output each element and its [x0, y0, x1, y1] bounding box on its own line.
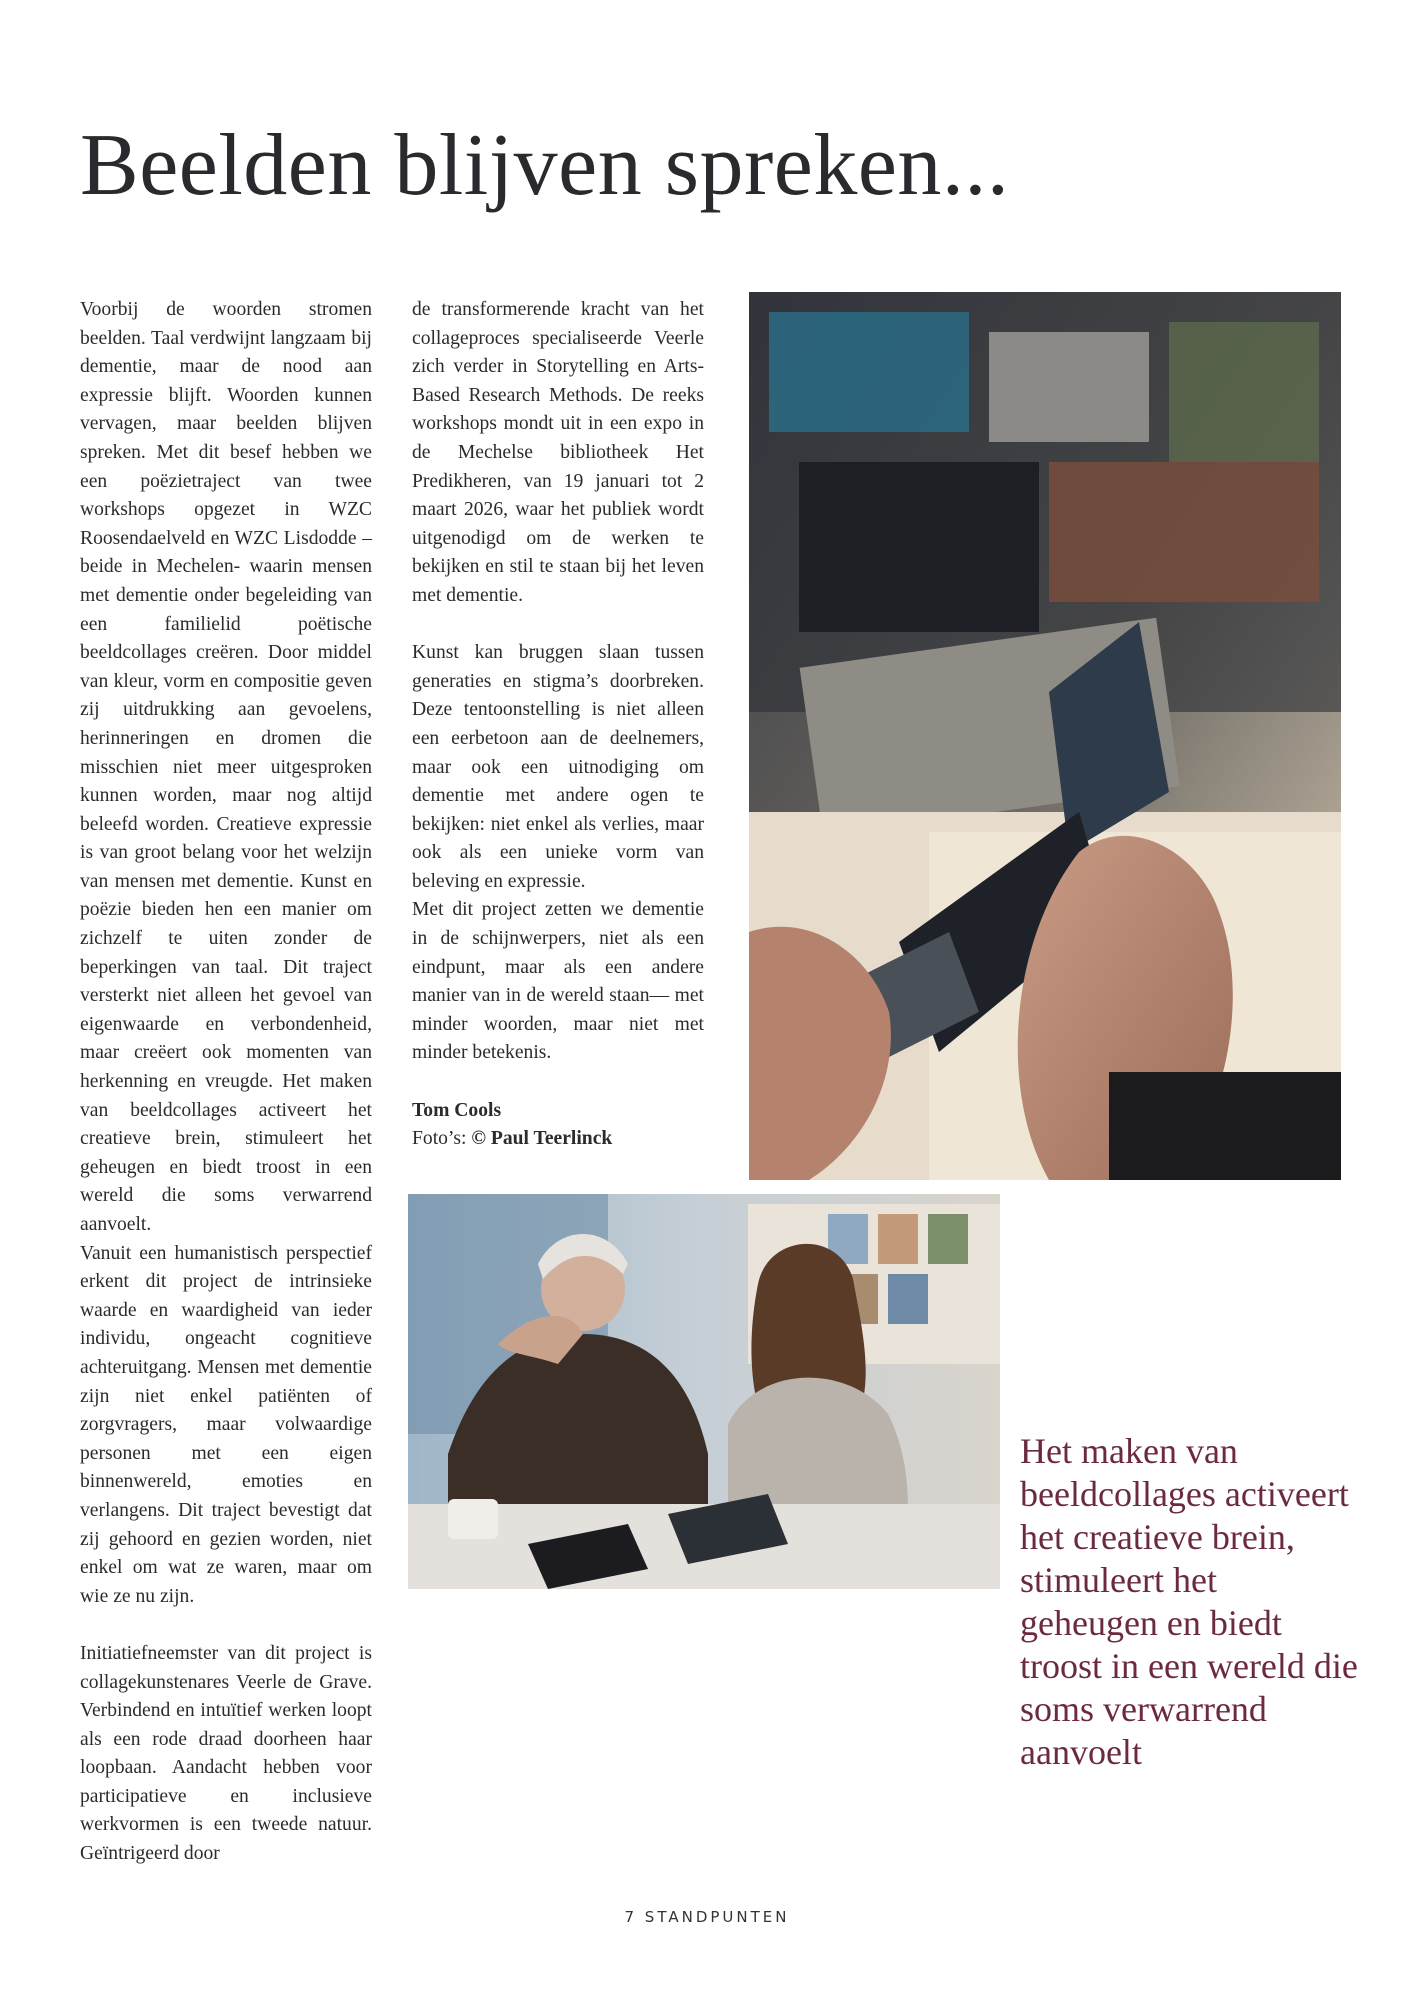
photo-hands-cutting-collage: [749, 292, 1341, 1180]
article-column-middle: [412, 296, 704, 1154]
credits: [412, 1097, 704, 1154]
pull-quote: Het maken van beeldcollages activeert het creatieve brein, stimuleert het geheugen en biedt troost in een wereld die soms verwarrend aanvoelt: [1020, 1431, 1358, 1772]
article-paragraph: Kunst kan bruggen slaan tussen generaties en stigma’s doorbreken. Deze tentoonstelling is niet alleen een eerbetoon aan de deelnemers, maar ook een uitnodiging om dementie met andere ogen te bekijken: niet enkel als verlies, maar ook als een unieke vorm van beleving en expressie.: [412, 642, 704, 892]
photographer-name: © Paul Teerlinck: [471, 1128, 613, 1150]
article-paragraph: Met dit project zetten we dementie in de schijnwerpers, niet als een eindpunt, maar als een andere manier van in de wereld staan— met minder woorden, maar niet met minder betekenis.: [412, 899, 704, 1064]
author-name: Tom Cools: [412, 1099, 502, 1121]
photo-man-and-woman-making-collage: [408, 1194, 1000, 1589]
page-title: Beelden blijven spreken...: [80, 117, 1010, 214]
article-column-left: [80, 296, 372, 1869]
article-paragraph: Voorbij de woorden stromen beelden. Taal verdwijnt langzaam bij dementie, maar de nood aan expressie blijft. Woorden kunnen vervagen, maar beelden blijven spreken. Met dit besef hebben we een poëzietraject van twee workshops opgezet in WZC Roosendaelveld en WZC Lisdodde – beide in Mechelen- waarin mensen met dementie onder begeleiding van een familielid poëtische beeldcollages creëren. Door middel van kleur, vorm en compositie geven zij uitdrukking aan gevoelens, herinneringen en dromen die misschien niet meer uitgesproken kunnen worden, maar nog altijd beleefd worden. Creatieve expressie is van groot belang voor het welzijn van mensen met dementie. Kunst en poëzie bieden hen een manier om zichzelf te uiten zonder de beperkingen van taal. Dit traject versterkt niet alleen het gevoel van eigenwaarde en verbondenheid, maar creëert ook momenten van herkenning en vreugde. Het maken van beeldcollages activeert het creatieve brein, stimuleert het geheugen en biedt troost in een wereld die soms verwarrend aanvoelt.: [80, 299, 372, 1235]
page-footer: 7 STANDPUNTEN: [624, 1908, 790, 1926]
article-paragraph: de transformerende kracht van het collageproces specialiseerde Veerle zich verder in Storytelling en Arts- Based Research Methods. De reeks workshops mondt uit in een expo in de Mechelse bibliotheek Het Predikheren, van 19 januari tot 2 maart 2026, waar het publiek wordt uitgenodigd om de werken te bekijken en stil te staan bij het leven met dementie.: [412, 299, 704, 606]
article-paragraph: Initiatiefneemster van dit project is collagekunstenares Veerle de Grave. Verbindend en intuïtief werken loopt als een rode draad doorheen haar loopbaan. Aandacht hebben voor participatieve en inclusieve werkvormen is een tweede natuur. Geïntrigeerd door: [80, 1642, 372, 1865]
photo-credit-label: Foto’s:: [412, 1128, 472, 1150]
article-paragraph: Vanuit een humanistisch perspectief erkent dit project de intrinsieke waarde en waardigheid van ieder individu, ongeacht cognitieve achteruitgang. Mensen met dementie zijn niet enkel patiënten of zorgvragers, maar volwaardige personen met een eigen binnenwereld, emoties en verlangens. Dit traject bevestigt dat zij gehoord en gezien worden, niet enkel om wat ze waren, maar om wie ze nu zijn.: [80, 1242, 372, 1607]
